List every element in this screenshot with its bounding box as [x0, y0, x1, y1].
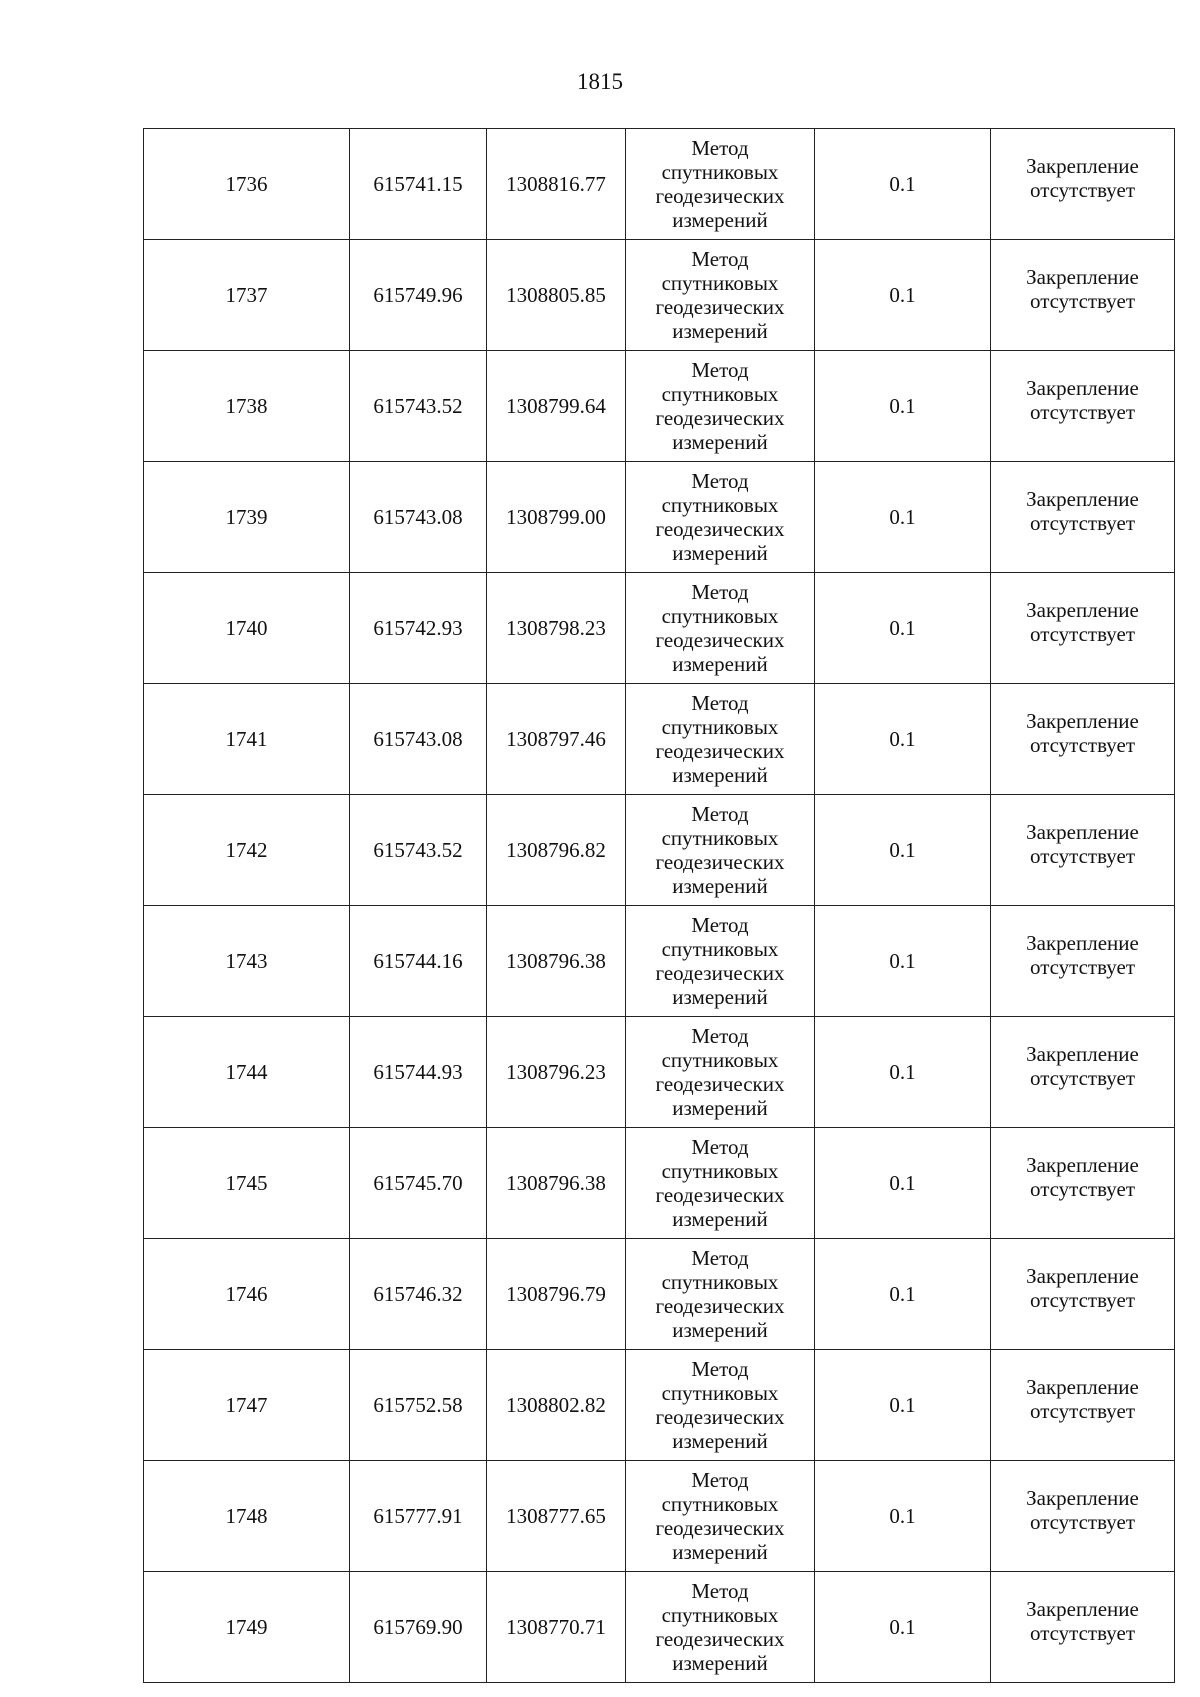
fixing-cell: [991, 1572, 1175, 1683]
accuracy-cell: 0.1: [815, 906, 991, 1017]
accuracy-cell: 0.1: [815, 1461, 991, 1572]
fixing-cell: [991, 1350, 1175, 1461]
method-line: измерений: [672, 874, 768, 898]
x-coordinate-cell: 615745.70: [350, 1128, 487, 1239]
point-number-cell: 1737: [144, 240, 350, 351]
method-line: спутниковых: [661, 382, 779, 406]
y-coordinate-cell: 1308796.82: [487, 795, 626, 906]
table-row: [144, 240, 1175, 351]
method-line: Метод: [691, 913, 749, 937]
fixing-cell: [991, 462, 1175, 573]
y-coordinate-cell: 1308799.00: [487, 462, 626, 573]
accuracy-cell: 0.1: [815, 1128, 991, 1239]
table-row: [144, 1128, 1175, 1239]
x-coordinate-cell: 615743.08: [350, 462, 487, 573]
fixing-line: отсутствует: [1029, 400, 1136, 424]
fixing-line: Закрепление: [1026, 931, 1139, 955]
x-coordinate-cell: 615749.96: [350, 240, 487, 351]
accuracy-cell: 0.1: [815, 1017, 991, 1128]
method-line: спутниковых: [661, 1159, 779, 1183]
method-line: Метод: [691, 691, 749, 715]
fixing-line: отсутствует: [1029, 955, 1136, 979]
fixing-line: Закрепление: [1026, 1264, 1139, 1288]
coordinates-table: [143, 128, 1175, 1683]
method-line: измерений: [672, 1318, 768, 1342]
method-line: измерений: [672, 430, 768, 454]
y-coordinate-cell: 1308796.38: [487, 906, 626, 1017]
fixing-cell: [991, 1239, 1175, 1350]
accuracy-cell: 0.1: [815, 795, 991, 906]
method-line: геодезических: [655, 1516, 785, 1540]
table-row: [144, 1350, 1175, 1461]
x-coordinate-cell: 615746.32: [350, 1239, 487, 1350]
method-line: Метод: [691, 469, 749, 493]
method-line: измерений: [672, 763, 768, 787]
accuracy-cell: 0.1: [815, 240, 991, 351]
point-number-cell: 1742: [144, 795, 350, 906]
method-line: Метод: [691, 1357, 749, 1381]
method-line: измерений: [672, 985, 768, 1009]
method-line: геодезических: [655, 406, 785, 430]
method-line: спутниковых: [661, 271, 779, 295]
fixing-cell: [991, 795, 1175, 906]
fixing-cell: [991, 351, 1175, 462]
method-line: Метод: [691, 802, 749, 826]
point-number-cell: 1749: [144, 1572, 350, 1683]
method-line: Метод: [691, 136, 749, 160]
method-line: геодезических: [655, 295, 785, 319]
fixing-line: Закрепление: [1026, 820, 1139, 844]
method-line: геодезических: [655, 517, 785, 541]
method-line: спутниковых: [661, 937, 779, 961]
fixing-line: отсутствует: [1029, 511, 1136, 535]
fixing-cell: [991, 129, 1175, 240]
fixing-line: отсутствует: [1029, 1621, 1136, 1645]
method-line: геодезических: [655, 1627, 785, 1651]
method-line: измерений: [672, 1429, 768, 1453]
method-line: спутниковых: [661, 1381, 779, 1405]
method-line: спутниковых: [661, 715, 779, 739]
method-line: спутниковых: [661, 826, 779, 850]
table-row: [144, 351, 1175, 462]
method-line: измерений: [672, 1651, 768, 1675]
x-coordinate-cell: 615743.08: [350, 684, 487, 795]
method-cell: [626, 1572, 815, 1683]
method-line: геодезических: [655, 1294, 785, 1318]
point-number-cell: 1740: [144, 573, 350, 684]
y-coordinate-cell: 1308777.65: [487, 1461, 626, 1572]
fixing-line: отсутствует: [1029, 844, 1136, 868]
fixing-line: отсутствует: [1029, 1288, 1136, 1312]
method-line: геодезических: [655, 850, 785, 874]
page-number: 1815: [577, 69, 623, 94]
table-row: [144, 573, 1175, 684]
method-line: Метод: [691, 1246, 749, 1270]
method-cell: [626, 906, 815, 1017]
accuracy-cell: 0.1: [815, 1239, 991, 1350]
x-coordinate-cell: 615741.15: [350, 129, 487, 240]
fixing-cell: [991, 573, 1175, 684]
method-line: Метод: [691, 1135, 749, 1159]
table-row: [144, 1572, 1175, 1683]
method-line: геодезических: [655, 739, 785, 763]
x-coordinate-cell: 615743.52: [350, 795, 487, 906]
point-number-cell: 1747: [144, 1350, 350, 1461]
point-number-cell: 1736: [144, 129, 350, 240]
fixing-cell: [991, 906, 1175, 1017]
method-line: геодезических: [655, 628, 785, 652]
method-cell: [626, 351, 815, 462]
fixing-cell: [991, 1128, 1175, 1239]
method-line: измерений: [672, 319, 768, 343]
method-cell: [626, 573, 815, 684]
fixing-line: Закрепление: [1026, 265, 1139, 289]
fixing-line: Закрепление: [1026, 1486, 1139, 1510]
method-line: геодезических: [655, 1405, 785, 1429]
fixing-line: отсутствует: [1029, 1510, 1136, 1534]
method-line: Метод: [691, 1024, 749, 1048]
accuracy-cell: 0.1: [815, 351, 991, 462]
fixing-line: Закрепление: [1026, 1597, 1139, 1621]
point-number-cell: 1743: [144, 906, 350, 1017]
fixing-line: Закрепление: [1026, 1375, 1139, 1399]
table-row: [144, 462, 1175, 573]
method-line: геодезических: [655, 1072, 785, 1096]
point-number-cell: 1738: [144, 351, 350, 462]
method-line: спутниковых: [661, 493, 779, 517]
method-cell: [626, 1128, 815, 1239]
fixing-line: отсутствует: [1029, 622, 1136, 646]
method-line: Метод: [691, 580, 749, 604]
fixing-line: отсутствует: [1029, 178, 1136, 202]
y-coordinate-cell: 1308802.82: [487, 1350, 626, 1461]
method-line: геодезических: [655, 961, 785, 985]
method-line: Метод: [691, 247, 749, 271]
point-number-cell: 1741: [144, 684, 350, 795]
method-cell: [626, 795, 815, 906]
table-row: [144, 1239, 1175, 1350]
y-coordinate-cell: 1308796.23: [487, 1017, 626, 1128]
accuracy-cell: 0.1: [815, 573, 991, 684]
fixing-line: отсутствует: [1029, 1177, 1136, 1201]
method-cell: [626, 240, 815, 351]
point-number-cell: 1745: [144, 1128, 350, 1239]
fixing-line: Закрепление: [1026, 709, 1139, 733]
x-coordinate-cell: 615744.93: [350, 1017, 487, 1128]
method-line: измерений: [672, 1207, 768, 1231]
method-line: Метод: [691, 1468, 749, 1492]
fixing-line: отсутствует: [1029, 289, 1136, 313]
method-line: измерений: [672, 652, 768, 676]
table-row: [144, 129, 1175, 240]
method-cell: [626, 1461, 815, 1572]
method-cell: [626, 1017, 815, 1128]
x-coordinate-cell: 615777.91: [350, 1461, 487, 1572]
method-cell: [626, 129, 815, 240]
method-line: геодезических: [655, 1183, 785, 1207]
method-line: геодезических: [655, 184, 785, 208]
accuracy-cell: 0.1: [815, 1572, 991, 1683]
x-coordinate-cell: 615769.90: [350, 1572, 487, 1683]
coordinates-table-body: [144, 129, 1175, 1683]
y-coordinate-cell: 1308796.79: [487, 1239, 626, 1350]
table-row: [144, 1461, 1175, 1572]
method-line: измерений: [672, 208, 768, 232]
fixing-cell: [991, 1461, 1175, 1572]
fixing-line: отсутствует: [1029, 1066, 1136, 1090]
y-coordinate-cell: 1308796.38: [487, 1128, 626, 1239]
method-cell: [626, 1350, 815, 1461]
method-line: спутниковых: [661, 160, 779, 184]
method-line: измерений: [672, 541, 768, 565]
fixing-line: Закрепление: [1026, 376, 1139, 400]
method-line: спутниковых: [661, 1270, 779, 1294]
y-coordinate-cell: 1308805.85: [487, 240, 626, 351]
fixing-line: отсутствует: [1029, 1399, 1136, 1423]
method-cell: [626, 1239, 815, 1350]
y-coordinate-cell: 1308798.23: [487, 573, 626, 684]
x-coordinate-cell: 615744.16: [350, 906, 487, 1017]
table-row: [144, 1017, 1175, 1128]
point-number-cell: 1746: [144, 1239, 350, 1350]
accuracy-cell: 0.1: [815, 462, 991, 573]
y-coordinate-cell: 1308770.71: [487, 1572, 626, 1683]
fixing-line: отсутствует: [1029, 733, 1136, 757]
method-line: Метод: [691, 1579, 749, 1603]
fixing-cell: [991, 684, 1175, 795]
method-line: измерений: [672, 1540, 768, 1564]
y-coordinate-cell: 1308799.64: [487, 351, 626, 462]
fixing-line: Закрепление: [1026, 1153, 1139, 1177]
point-number-cell: 1744: [144, 1017, 350, 1128]
method-line: измерений: [672, 1096, 768, 1120]
table-row: [144, 684, 1175, 795]
method-line: спутниковых: [661, 1048, 779, 1072]
method-cell: [626, 462, 815, 573]
method-line: спутниковых: [661, 604, 779, 628]
table-row: [144, 906, 1175, 1017]
accuracy-cell: 0.1: [815, 684, 991, 795]
x-coordinate-cell: 615752.58: [350, 1350, 487, 1461]
fixing-cell: [991, 240, 1175, 351]
accuracy-cell: 0.1: [815, 129, 991, 240]
point-number-cell: 1739: [144, 462, 350, 573]
point-number-cell: 1748: [144, 1461, 350, 1572]
accuracy-cell: 0.1: [815, 1350, 991, 1461]
method-cell: [626, 684, 815, 795]
x-coordinate-cell: 615742.93: [350, 573, 487, 684]
y-coordinate-cell: 1308816.77: [487, 129, 626, 240]
fixing-line: Закрепление: [1026, 598, 1139, 622]
fixing-line: Закрепление: [1026, 154, 1139, 178]
method-line: Метод: [691, 358, 749, 382]
method-line: спутниковых: [661, 1603, 779, 1627]
x-coordinate-cell: 615743.52: [350, 351, 487, 462]
table-row: [144, 795, 1175, 906]
fixing-cell: [991, 1017, 1175, 1128]
fixing-line: Закрепление: [1026, 1042, 1139, 1066]
fixing-line: Закрепление: [1026, 487, 1139, 511]
y-coordinate-cell: 1308797.46: [487, 684, 626, 795]
method-line: спутниковых: [661, 1492, 779, 1516]
